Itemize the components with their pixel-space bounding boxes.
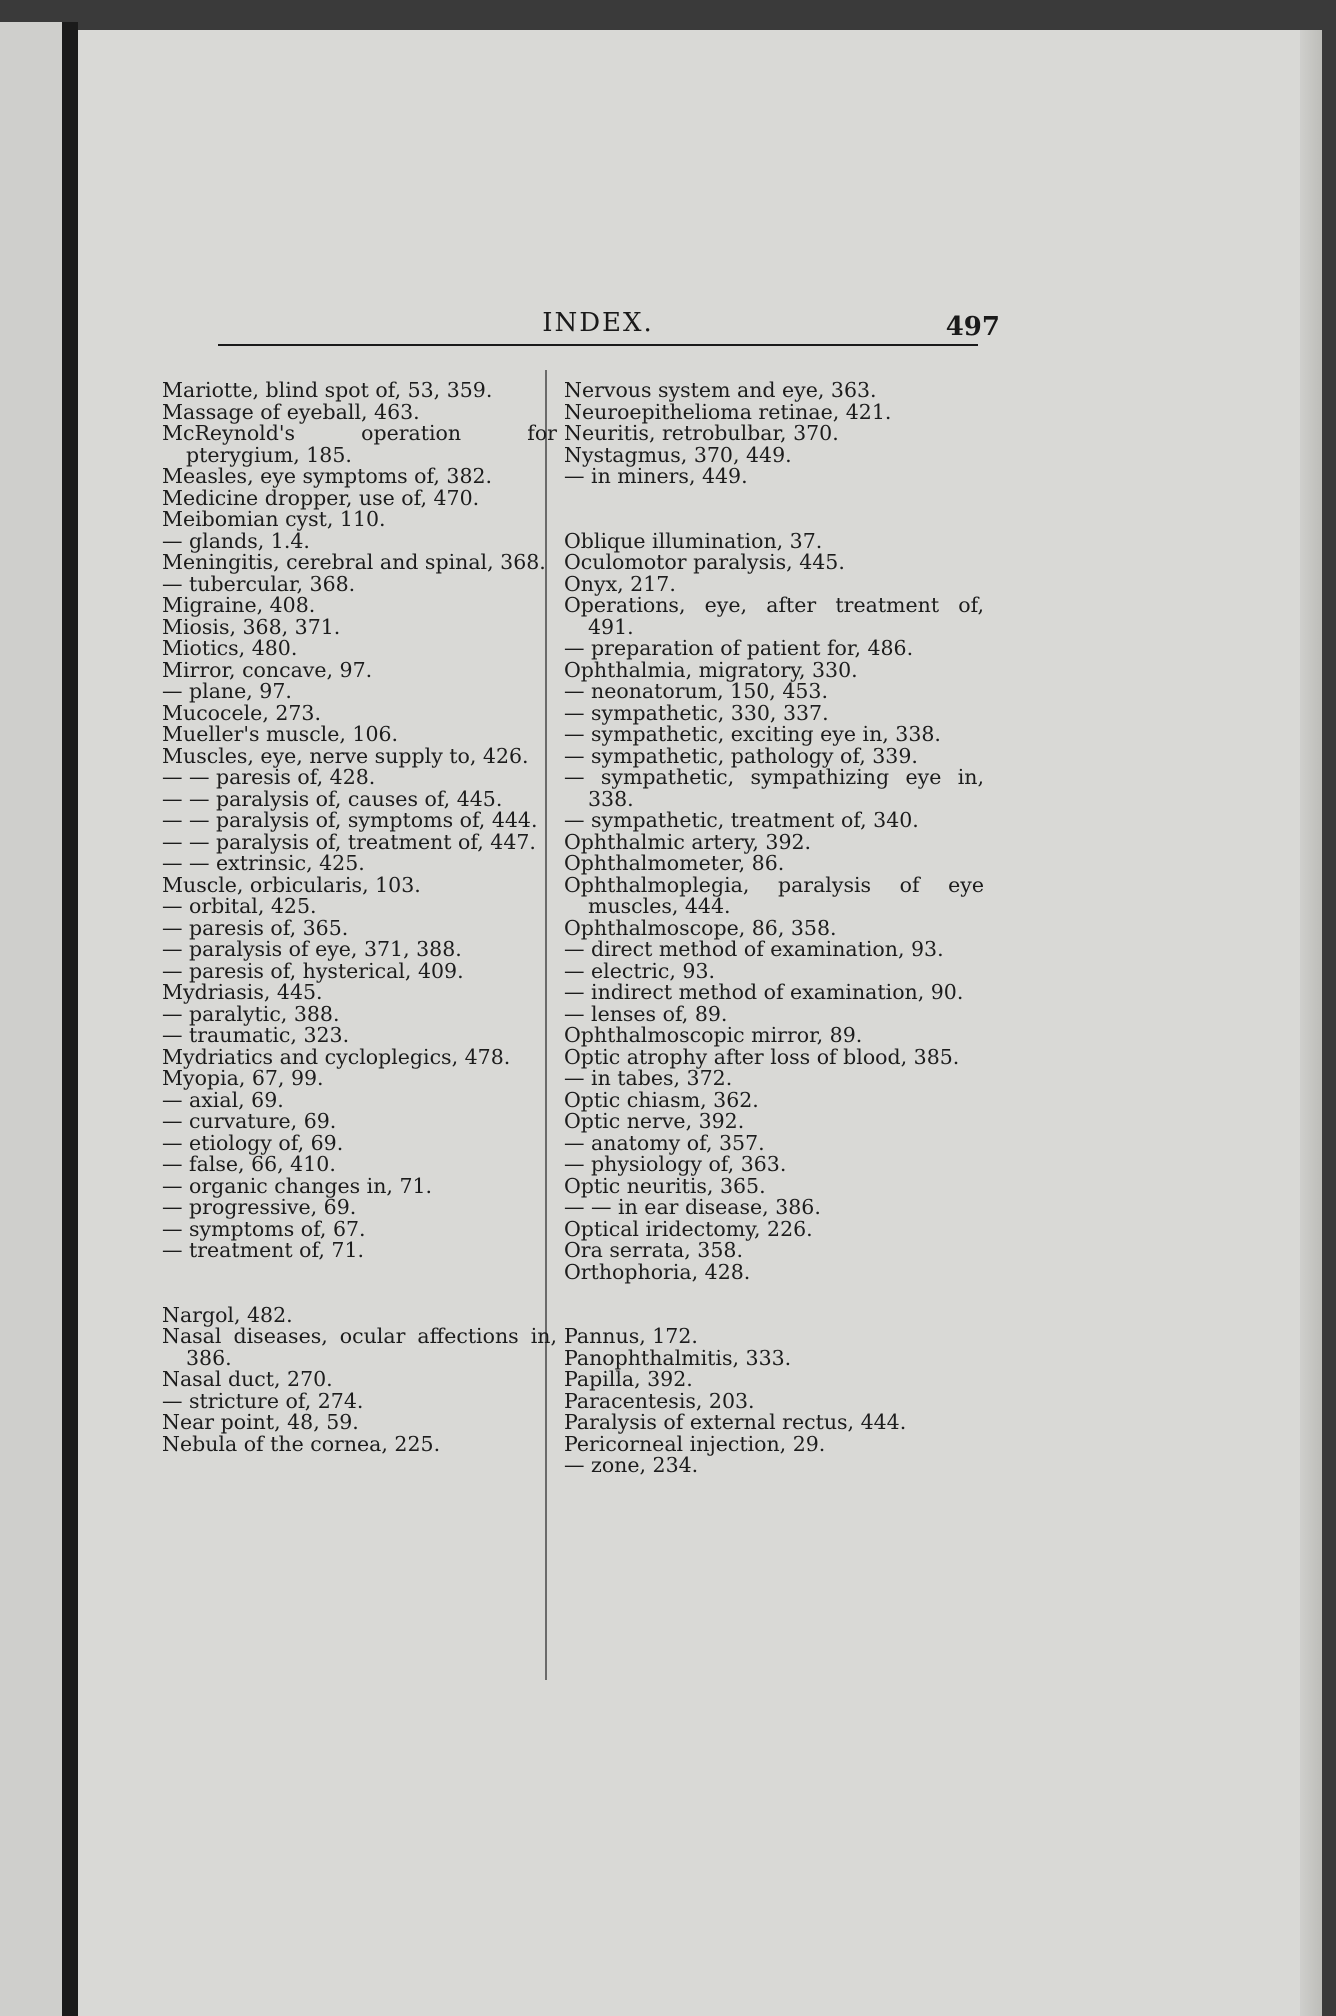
index-entry: — symptoms of, 67. — [162, 1216, 366, 1241]
index-entry: McReynold's operation for pterygium, 185. — [162, 421, 557, 467]
index-entry: Ophthalmoplegia, paralysis of eye muscles, 444. — [564, 872, 984, 918]
section-gap — [564, 488, 984, 531]
index-entry: Optic atrophy after loss of blood, 385. — [564, 1044, 960, 1069]
index-entry: Ophthalmometer, 86. — [564, 851, 785, 875]
index-entry: — traumatic, 323. — [162, 1023, 350, 1047]
index-entry: — paresis of, 365. — [162, 915, 349, 940]
index-entry: — indirect method of examination, 90. — [564, 980, 964, 1004]
index-column-right — [564, 380, 984, 1477]
index-entry: — — extrinsic, 425. — [162, 851, 365, 875]
index-entry: Medicine dropper, use of, 470. — [162, 485, 480, 510]
index-entry: Optic neuritis, 365. — [564, 1173, 766, 1198]
index-entry: Meningitis, cerebral and spinal, 368. — [162, 550, 546, 574]
index-entry: Ophthalmoscopic mirror, 89. — [564, 1023, 863, 1047]
index-entry: — sympathetic, 330, 337. — [564, 700, 829, 725]
index-entry: — in miners, 449. — [564, 464, 748, 488]
index-entry: — paresis of, hysterical, 409. — [162, 958, 464, 983]
index-entry: Oculomotor paralysis, 445. — [564, 550, 845, 574]
index-entry: Oblique illumination, 37. — [564, 528, 823, 553]
index-entry: Myopia, 67, 99. — [162, 1066, 324, 1090]
index-entry: — glands, 1.4. — [162, 528, 310, 553]
index-entry: — sympathetic, exciting eye in, 338. — [564, 722, 941, 746]
index-entry: Nasal duct, 270. — [162, 1367, 333, 1391]
left-page-edge — [0, 22, 62, 2016]
index-entry: Optic chiasm, 362. — [564, 1087, 759, 1112]
index-entry: — — paralysis of, treatment of, 447. — [162, 829, 536, 854]
index-entry: — sympathetic, treatment of, 340. — [564, 808, 919, 832]
index-entry: Near point, 48, 59. — [162, 1410, 359, 1434]
index-entry: — physiology of, 363. — [564, 1152, 787, 1176]
index-entry: Nebula of the cornea, 225. — [162, 1431, 441, 1456]
index-entry: Miosis, 368, 371. — [162, 614, 341, 639]
index-entry: — preparation of patient for, 486. — [564, 636, 914, 660]
index-entry: — — in ear disease, 386. — [564, 1195, 821, 1219]
index-entry: Mueller's muscle, 106. — [162, 722, 399, 746]
index-entry: Migraine, 408. — [162, 593, 316, 617]
index-entry: Mariotte, blind spot of, 53, 359. — [162, 378, 493, 402]
section-gap — [162, 1262, 557, 1305]
index-entry: — direct method of examination, 93. — [564, 937, 944, 961]
index-entry: — anatomy of, 357. — [564, 1130, 765, 1155]
index-entry: — sympathetic, sympathizing eye in, 338. — [564, 765, 984, 811]
index-entry: Nasal diseases, ocular affections in, 386. — [162, 1324, 557, 1370]
index-entry: — plane, 97. — [162, 679, 292, 703]
index-entry: — tubercular, 368. — [162, 571, 356, 596]
index-entry: — axial, 69. — [162, 1087, 284, 1112]
index-entry: — lenses of, 89. — [564, 1001, 728, 1026]
index-entry: — treatment of, 71. — [162, 1238, 365, 1262]
index-entry: Nystagmus, 370, 449. — [564, 442, 792, 467]
running-header — [218, 308, 1000, 348]
index-entry: — false, 66, 410. — [162, 1152, 336, 1176]
header-rule — [218, 344, 978, 346]
index-entry: — paralysis of eye, 371, 388. — [162, 937, 462, 961]
index-entry: Mucocele, 273. — [162, 700, 321, 725]
index-entry: — organic changes in, 71. — [162, 1173, 433, 1198]
index-entry: Meibomian cyst, 110. — [162, 507, 386, 531]
index-entry: Ophthalmic artery, 392. — [564, 829, 812, 854]
index-entry: — electric, 93. — [564, 958, 716, 983]
index-entry: Neuroepithelioma retinae, 421. — [564, 399, 892, 424]
index-entry: Paralysis of external rectus, 444. — [564, 1410, 907, 1434]
index-entry: Paracentesis, 203. — [564, 1388, 755, 1413]
index-entry: Pericorneal injection, 29. — [564, 1431, 826, 1456]
section-gap — [564, 1283, 984, 1326]
index-entry: Papilla, 392. — [564, 1367, 693, 1391]
index-entry: Ophthalmoscope, 86, 358. — [564, 915, 837, 940]
index-entry: Mydriatics and cycloplegics, 478. — [162, 1044, 511, 1069]
index-entry: Muscles, eye, nerve supply to, 426. — [162, 743, 529, 768]
index-column-left — [162, 380, 557, 1455]
index-entry: — neonatorum, 150, 453. — [564, 679, 828, 703]
index-entry: — curvature, 69. — [162, 1109, 337, 1133]
index-entry: Miotics, 480. — [162, 636, 298, 660]
index-entry: Pannus, 172. — [564, 1324, 698, 1348]
index-entry: — etiology of, 69. — [162, 1130, 344, 1155]
index-entry: — zone, 234. — [564, 1453, 699, 1477]
index-entry: Onyx, 217. — [564, 571, 676, 596]
index-entry: Ora serrata, 358. — [564, 1238, 743, 1262]
index-entry: Massage of eyeball, 463. — [162, 399, 420, 424]
book-gutter — [62, 22, 78, 2016]
index-entry: Panophthalmitis, 333. — [564, 1345, 792, 1370]
index-entry: Optical iridectomy, 226. — [564, 1216, 813, 1241]
index-entry: Mydriasis, 445. — [162, 980, 323, 1004]
page-number: 497 — [945, 312, 1000, 342]
page-edge-shadow — [1300, 30, 1322, 2016]
index-entry: — — paralysis of, symptoms of, 444. — [162, 808, 538, 832]
index-entry: Neuritis, retrobulbar, 370. — [564, 421, 839, 445]
index-entry: — sympathetic, pathology of, 339. — [564, 743, 918, 768]
index-entry: — in tabes, 372. — [564, 1066, 733, 1090]
index-entry: — paralytic, 388. — [162, 1001, 340, 1026]
index-entry: — progressive, 69. — [162, 1195, 357, 1219]
index-entry: Operations, eye, after treatment of, 491. — [564, 593, 984, 639]
index-entry: — — paralysis of, causes of, 445. — [162, 786, 503, 811]
index-entry: — orbital, 425. — [162, 894, 317, 918]
index-entry: — — paresis of, 428. — [162, 765, 376, 789]
index-entry: — stricture of, 274. — [162, 1388, 364, 1413]
page-title: INDEX. — [542, 308, 654, 338]
index-entry: Measles, eye symptoms of, 382. — [162, 464, 493, 488]
index-entry: Optic nerve, 392. — [564, 1109, 745, 1133]
index-entry: Ophthalmia, migratory, 330. — [564, 657, 858, 682]
index-entry: Nargol, 482. — [162, 1302, 293, 1327]
index-entry: Orthophoria, 428. — [564, 1259, 751, 1284]
index-entry: Mirror, concave, 97. — [162, 657, 373, 682]
index-entry: Muscle, orbicularis, 103. — [162, 872, 421, 897]
index-entry: Nervous system and eye, 363. — [564, 378, 877, 402]
